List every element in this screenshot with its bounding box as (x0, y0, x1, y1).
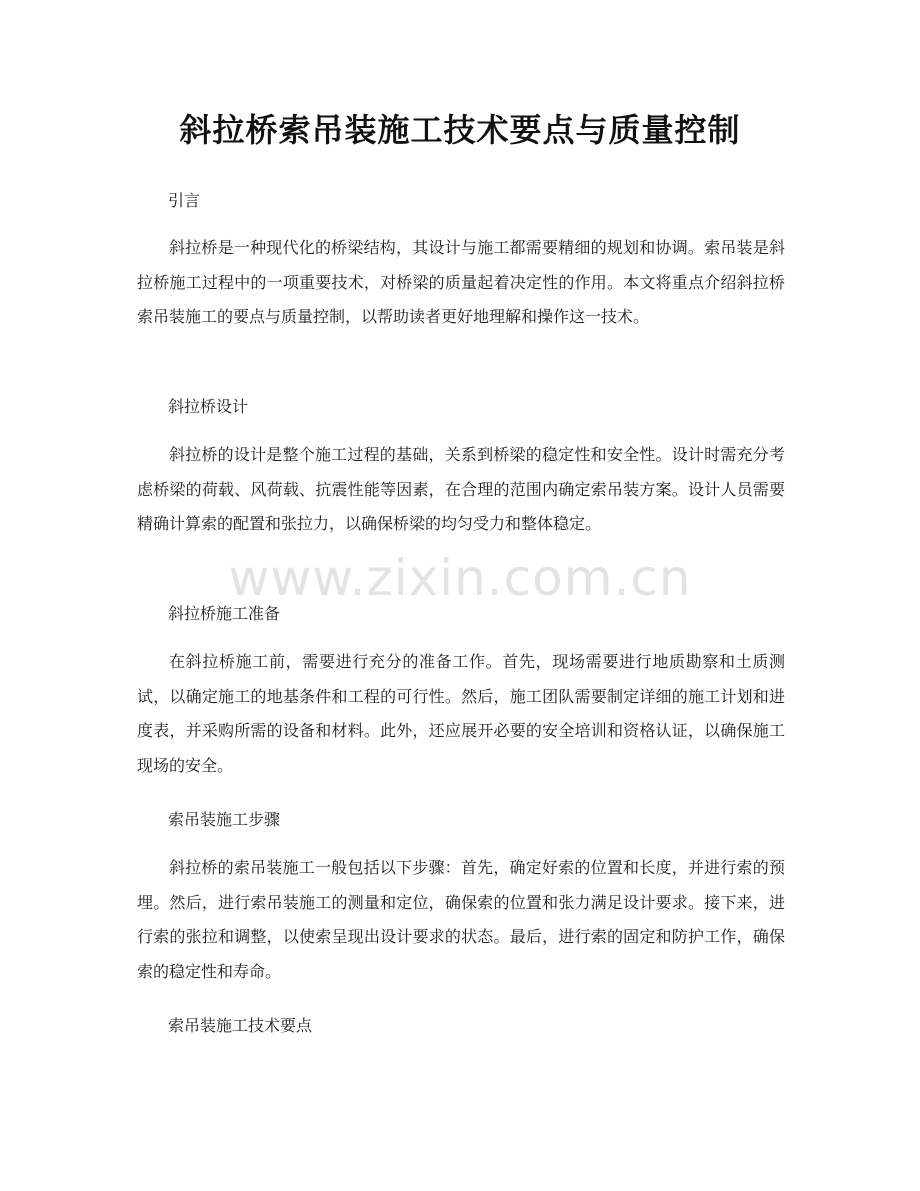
document-title: 斜拉桥索吊装施工技术要点与质量控制 (179, 111, 741, 149)
section-heading-design: 斜拉桥设计 (168, 397, 249, 416)
section-paragraph-preparation: 在斜拉桥施工前，需要进行充分的准备工作。首先，现场需要进行地质勘察和土质测试，以确定施工的地基条件和工程的可行性。然后，施工团队需要制定详细的施工计划和进度表，并采购所需的设备和材料。此外，还应展开必要的安全培训和资格认证，以确保施工现场的安全。 (137, 652, 785, 775)
section-heading-intro: 引言 (168, 191, 201, 210)
section-paragraph-design: 斜拉桥的设计是整个施工过程的基础，关系到桥梁的稳定性和安全性。设计时需充分考虑桥梁的荷载、风荷载、抗震性能等因素，在合理的范围内确定索吊装方案。设计人员需要精确计算索的配置和张拉力，以确保桥梁的均匀受力和整体稳定。 (137, 445, 785, 533)
section-heading-key-points: 索吊装施工技术要点 (168, 1016, 313, 1035)
section-paragraph-steps: 斜拉桥的索吊装施工一般包括以下步骤：首先，确定好索的位置和长度，并进行索的预埋。然后，进行索吊装施工的测量和定位，确保索的位置和张力满足设计要求。接下来，进行索的张拉和调整，以使索呈现出设计要求的状态。最后，进行索的固定和防护工作，确保索的稳定性和寿命。 (137, 858, 785, 981)
section-paragraph-intro: 斜拉桥是一种现代化的桥梁结构，其设计与施工都需要精细的规划和协调。索吊装是斜拉桥施工过程中的一项重要技术，对桥梁的质量起着决定性的作用。本文将重点介绍斜拉桥索吊装施工的要点与质量控制，以帮助读者更好地理解和操作这一技术。 (137, 238, 785, 326)
section-heading-steps: 索吊装施工步骤 (168, 810, 281, 829)
section-heading-preparation: 斜拉桥施工准备 (168, 604, 281, 623)
watermark-text: www.zixin.com.cn (228, 549, 692, 607)
